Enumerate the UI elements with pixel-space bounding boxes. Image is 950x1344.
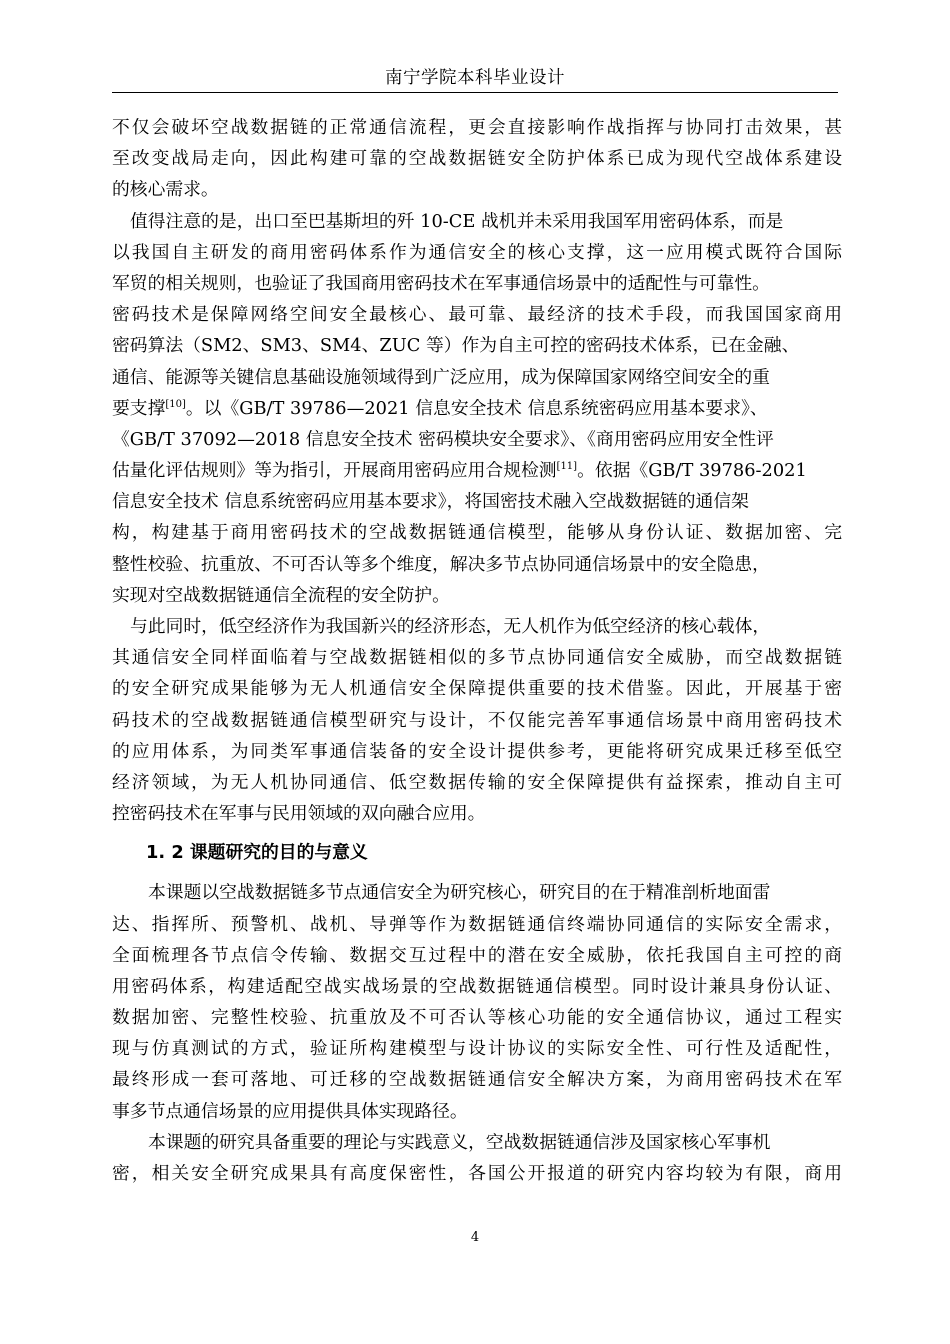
text-line: 与此同时，低空经济作为我国新兴的经济形态，无人机作为低空经济的核心载体， [130,616,771,637]
text-line: 构，构建基于商用密码技术的空战数据链通信模型，能够从身份认证、数据加密、完 [112,522,842,544]
text-line: 达、指挥所、预警机、战机、导弹等作为数据链通信终端协同通信的实际安全需求， [112,913,842,935]
text-line: 通信、能源等关键信息基础设施领域得到广泛应用，成为保障国家网络空间安全的重 [112,366,770,388]
text-line: 密码技术是保障网络空间安全最核心、最可靠、最经济的技术手段，而我国国家商用 [112,304,842,326]
text-segment: 要支撑 [112,397,166,419]
text-line: 的核心需求。 [112,179,219,201]
text-line: 整性校验、抗重放、不可否认等多个维度，解决多节点协同通信场景中的安全隐患， [112,553,770,575]
paragraph [112,206,842,611]
text-line: 军贸的相关规则，也验证了我国商用密码技术在军事通信场景中的适配性与可靠性。 [112,272,770,294]
text-line: 控密码技术在军事与民用领域的双向融合应用。 [112,803,486,825]
text-segment: 。以《GB/T 39786—2021 信息安全技术 信息系统密码应用基本要求》、 [185,397,768,419]
text-line: 密，相关安全研究成果具有高度保密性，各国公开报道的研究内容均较为有限，商用 [112,1163,842,1184]
header-rule [112,92,838,93]
text-segment: 。依据《GB/T 39786-2021 [577,460,807,482]
text-line: 不仅会破坏空战数据链的正常通信流程，更会直接影响作战指挥与协同打击效果，甚 [112,117,842,138]
paragraph [112,1127,842,1189]
text-line [112,455,842,486]
text-line: 的安全研究成果能够为无人机通信安全保障提供重要的技术借鉴。因此，开展基于密 [112,678,842,700]
citation-ref: [10] [165,398,186,410]
text-line: 其通信安全同样面临着与空战数据链相似的多节点协同通信安全威胁，而空战数据链 [112,647,842,669]
body-text [112,112,842,1189]
text-line: 以我国自主研发的商用密码体系作为通信安全的核心支撑，这一应用模式既符合国际 [112,241,842,263]
text-line: 数据加密、完整性校验、抗重放及不可否认等核心功能的安全通信协议，通过工程实 [112,1007,842,1029]
text-segment: 估量化评估规则》等为指引，开展商用密码应用合规检测 [112,460,557,482]
text-line: 经济领域，为无人机协同通信、低空数据传输的安全保障提供有益探索，推动自主可 [112,771,842,793]
text-line: 《GB/T 37092—2018 信息安全技术 密码模块安全要求》、《商用密码应用安全性评 [112,428,774,450]
text-line: 的应用体系，为同类军事通信装备的安全设计提供参考，更能将研究成果迁移至低空 [112,740,842,762]
text-line: 至改变战局走向，因此构建可靠的空战数据链安全防护体系已成为现代空战体系建设 [112,148,842,170]
text-line: 本课题以空战数据链多节点通信安全为研究核心，研究目的在于精准剖析地面雷 [148,882,771,904]
text-line: 现与仿真测试的方式，验证所构建模型与设计协议的实际安全性、可行性及适配性， [112,1038,842,1060]
section-heading: 1. 2 课题研究的目的与意义 [146,842,368,864]
paragraph [112,877,842,1127]
running-header-title: 南宁学院本科毕业设计 [385,68,565,88]
text-line: 最终形成一套可落地、可迁移的空战数据链通信安全解决方案，为商用密码技术在军 [112,1069,842,1091]
text-line: 实现对空战数据链通信全流程的安全防护。 [112,584,450,606]
text-line: 事多节点通信场景的应用提供具体实现路径。 [112,1100,468,1122]
text-line: 码技术的空战数据链通信模型研究与设计，不仅能完善军事通信场景中商用密码技术 [112,709,842,731]
page-number: 4 [470,1230,480,1245]
text-line: 密码算法（SM2、SM3、SM4、ZUC 等）作为自主可控的密码技术体系，已在金融、 [112,335,800,357]
citation-ref: [11] [556,461,578,473]
paragraph [112,611,842,829]
text-line: 本课题的研究具备重要的理论与实践意义，空战数据链通信涉及国家核心军事机 [148,1131,771,1153]
text-line: 信息安全技术 信息系统密码应用基本要求》，将国密技术融入空战数据链的通信架 [112,491,749,513]
text-line: 用密码体系，构建适配空战实战场景的空战数据链通信模型。同时设计兼具身份认证、 [112,975,842,997]
text-line [112,393,842,424]
paragraph [112,112,842,206]
text-line: 值得注意的是，出口至巴基斯坦的歼 10-CE 战机并未采用我国军用密码体系，而是 [130,210,784,232]
text-line: 全面梳理各节点信令传输、数据交互过程中的潜在安全威胁，依托我国自主可控的商 [112,944,842,966]
